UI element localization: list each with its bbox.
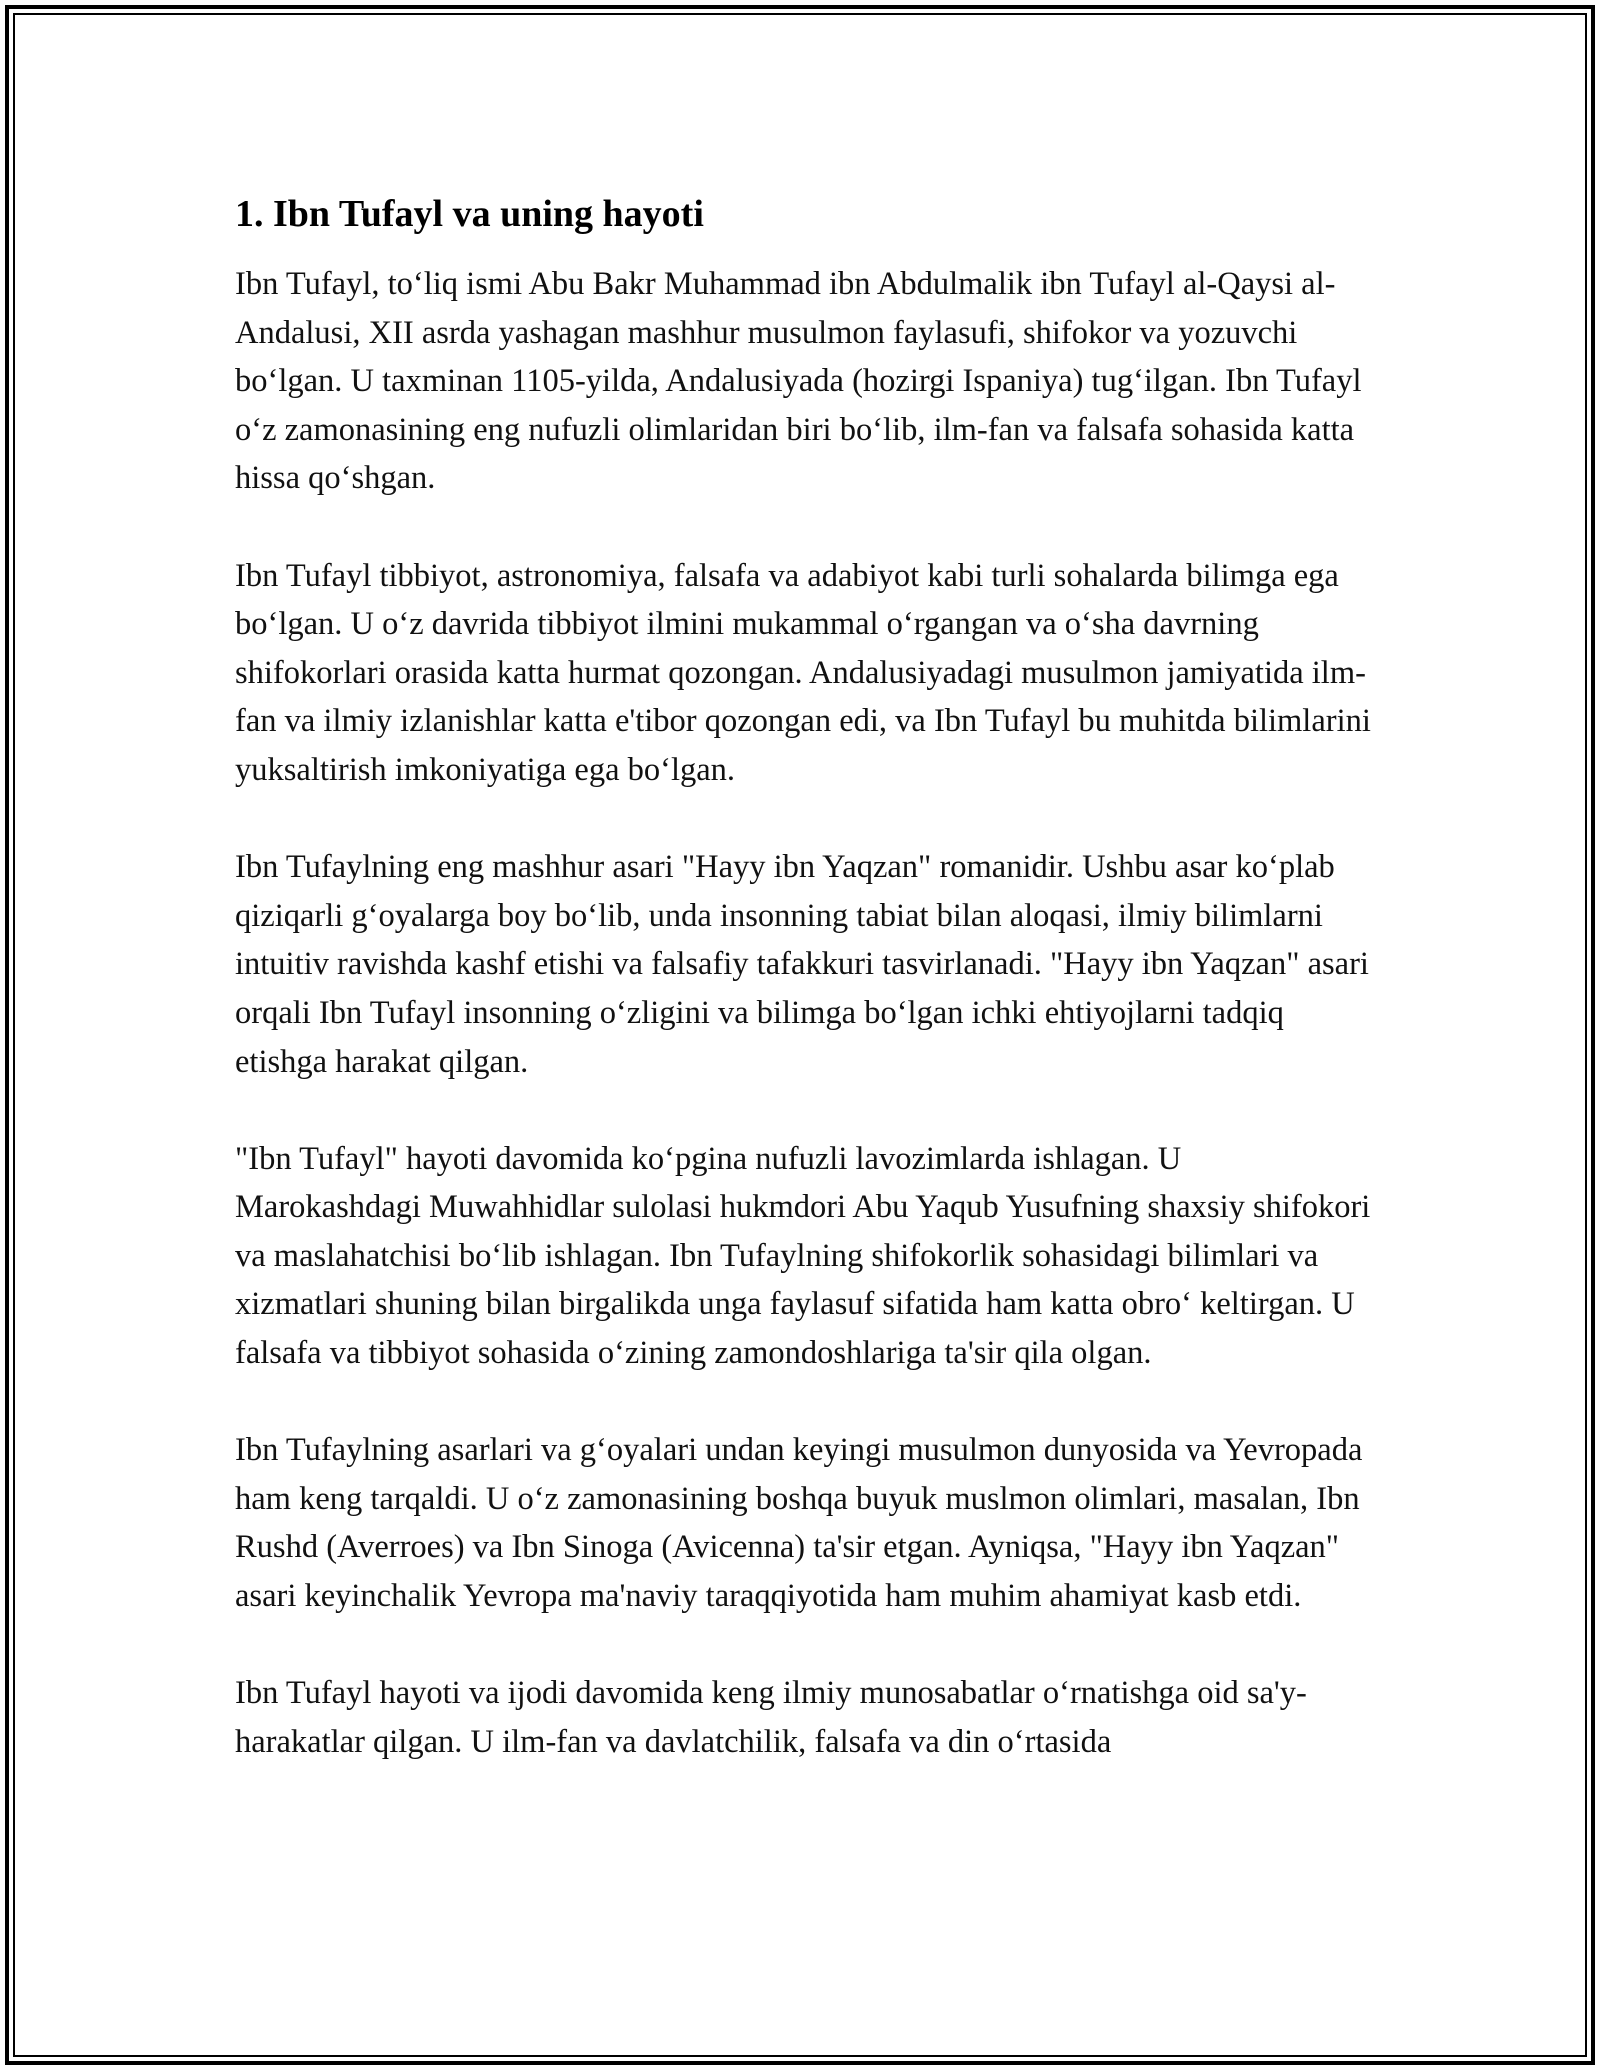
section-title: 1. Ibn Tufayl va uning hayoti — [235, 193, 704, 235]
paragraph-2: Ibn Tufayl tibbiyot, astronomiya, falsafa va adabiyot kabi turli sohalarda bilimga ega bo‘lgan. U o‘z davrida tibbiyot ilmini mukammal o‘rgangan va o‘sha davrning shifokorlari orasida katta hurmat qozongan. Andalusiyadagi musulmon jamiyatida ilm-fan va ilmiy izlanishlar katta e'tibor qozongan edi, va Ibn Tufayl bu muhitda bilimlarini yuksaltirish imkoniyatiga ega bo‘lgan. — [235, 557, 1371, 788]
document-body — [235, 190, 1375, 1766]
paragraph-6: Ibn Tufayl hayoti va ijodi davomida keng ilmiy munosabatlar o‘rnatishga oid sa'y-harakatlar qilgan. U ilm-fan va davlatchilik, falsafa va din o‘rtasida — [235, 1675, 1307, 1760]
paragraph-1: Ibn Tufayl, to‘liq ismi Abu Bakr Muhammad ibn Abdulmalik ibn Tufayl al-Qaysi al-Andalusi, XII asrda yashagan mashhur musulmon faylasufi, shifokor va yozuvchi bo‘lgan. U taxminan 1105-yilda, Andalusiyada (hozirgi Ispaniya) tug‘ilgan. Ibn Tufayl o‘z zamonasining eng nufuzli olimlaridan biri bo‘lib, ilm-fan va falsafa sohasida katta hissa qo‘shgan. — [235, 266, 1362, 497]
paragraph-3: Ibn Tufaylning eng mashhur asari "Hayy ibn Yaqzan" romanidir. Ushbu asar ko‘plab qiziqarli g‘oyalarga boy bo‘lib, unda insonning tabiat bilan aloqasi, ilmiy bilimlarni intuitiv ravishda kashf etishi va falsafiy tafakkuri tasvirlanadi. "Hayy ibn Yaqzan" asari orqali Ibn Tufayl insonning o‘zligini va bilimga bo‘lgan ichki ehtiyojlarni tadqiq etishga harakat qilgan. — [235, 849, 1369, 1080]
paragraph-4: "Ibn Tufayl" hayoti davomida ko‘pgina nufuzli lavozimlarda ishlagan. U Marokashdagi Muwahhidlar sulolasi hukmdori Abu Yaqub Yusufning shaxsiy shifokori va maslahatchisi bo‘lib ishlagan. Ibn Tufaylning shifokorlik sohasidagi bilimlari va xizmatlari shuning bilan birgalikda unga faylasuf sifatida ham katta obro‘ keltirgan. U falsafa va tibbiyot sohasida o‘zining zamondoshlariga ta'sir qila olgan. — [235, 1140, 1371, 1372]
paragraph-5: Ibn Tufaylning asarlari va g‘oyalari undan keyingi musulmon dunyosida va Yevropada ham keng tarqaldi. U o‘z zamonasining boshqa buyuk muslmon olimlari, masalan, Ibn Rushd (Averroes) va Ibn Sinoga (Avicenna) ta'sir etgan. Ayniqsa, "Hayy ibn Yaqzan" asari keyinchalik Yevropa ma'naviy taraqqiyotida ham muhim ahamiyat kasb etdi. — [235, 1432, 1363, 1615]
